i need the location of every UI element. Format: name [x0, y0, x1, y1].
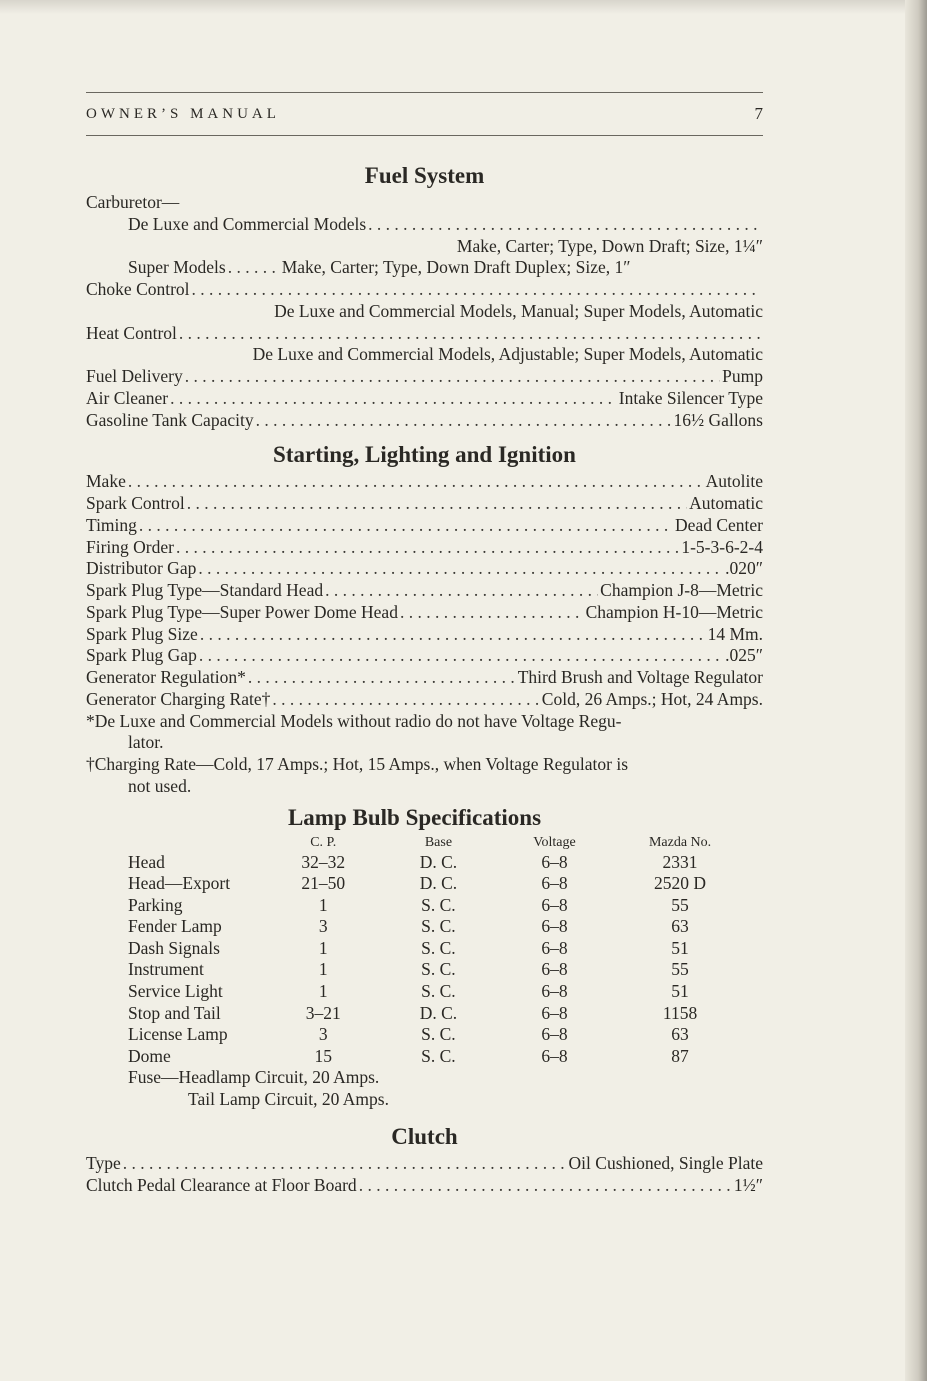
spec-label: Distributor Gap — [86, 558, 197, 579]
page-edge — [905, 0, 927, 1381]
note-voltage-regulator-cont: lator. — [128, 732, 164, 753]
lamp-voltage: 6–8 — [541, 959, 568, 980]
spec-value: Cold, 26 Amps.; Hot, 24 Amps. — [541, 688, 763, 709]
lamp-mazda-no: 63 — [671, 916, 689, 937]
lamp-base: D. C. — [419, 851, 458, 872]
spec-value: .025″ — [725, 645, 763, 666]
spec-row — [86, 689, 763, 711]
lamp-name: Stop and Tail — [128, 1002, 221, 1023]
lamp-base: S. C. — [421, 1045, 456, 1066]
table-row — [128, 938, 763, 960]
ignition-spec-list — [86, 471, 763, 710]
lamp-name: Dome — [128, 1045, 171, 1066]
spec-label: Spark Control — [86, 493, 185, 513]
lamp-cp: 32–32 — [301, 851, 346, 872]
heat-control-label: Heat Control — [86, 322, 177, 343]
deluxe-commercial-row — [86, 214, 763, 236]
spec-label: Make — [86, 471, 126, 492]
table-row — [128, 916, 763, 938]
lamp-base: D. C. — [419, 1002, 458, 1023]
note-charging-rate-cont: not used. — [128, 775, 192, 796]
clutch-spec-list — [86, 1153, 763, 1197]
lamp-base: D. C. — [419, 873, 458, 894]
lamp-cp: 1 — [318, 894, 328, 915]
choke-control-row — [86, 279, 763, 301]
table-row — [128, 895, 763, 917]
spec-value: 1½″ — [733, 1174, 763, 1195]
lamp-voltage: 6–8 — [541, 937, 568, 958]
spec-row — [86, 493, 763, 515]
column-header: Base — [424, 834, 453, 850]
lamp-base: S. C. — [421, 959, 456, 980]
leader-dots — [325, 580, 598, 602]
header-rule-bottom — [86, 135, 763, 136]
column-header: Voltage — [533, 834, 576, 850]
leader-dots — [248, 667, 516, 689]
tank-capacity-value: 16½ Gallons — [673, 409, 763, 430]
lamp-name: Dash Signals — [128, 937, 220, 958]
leader-dots — [176, 537, 679, 559]
leader-dots — [192, 279, 761, 301]
fuel-delivery-value: Pump — [722, 366, 763, 386]
lamp-voltage: 6–8 — [541, 1045, 568, 1066]
leader-dots — [128, 471, 704, 493]
air-cleaner-value: Intake Silencer Type — [618, 387, 763, 408]
lamp-name: Fender Lamp — [128, 916, 222, 937]
leader-dots — [139, 515, 673, 537]
tank-capacity-row — [86, 410, 763, 432]
spec-label: Spark Plug Type—Super Power Dome Head — [86, 601, 398, 622]
leader-dots — [400, 602, 584, 624]
page-number: 7 — [754, 104, 763, 123]
running-head — [86, 93, 763, 135]
lamp-table-header — [128, 834, 763, 852]
column-header: Mazda No. — [648, 834, 712, 850]
spec-row — [86, 1175, 763, 1197]
leader-dots — [228, 257, 280, 279]
spec-value: Automatic — [689, 493, 763, 513]
lamp-base: S. C. — [421, 894, 456, 915]
tank-capacity-label: Gasoline Tank Capacity — [86, 409, 254, 430]
air-cleaner-label: Air Cleaner — [86, 387, 169, 408]
spec-label: Spark Plug Type—Standard Head — [86, 580, 324, 600]
note-voltage-regulator: *De Luxe and Commercial Models without radio do not have Voltage Regu- — [86, 710, 622, 731]
heat-control-value: De Luxe and Commercial Models, Adjustable; Super Models, Automatic — [252, 344, 763, 365]
choke-control-label: Choke Control — [86, 279, 190, 299]
lamp-cp: 1 — [318, 937, 328, 958]
lamp-cp: 1 — [318, 959, 328, 980]
heat-control-row — [86, 323, 763, 345]
spec-value: Champion H-10—Metric — [585, 601, 763, 622]
fuel-system-section — [86, 160, 763, 431]
spec-label: Type — [86, 1152, 121, 1173]
leader-dots — [179, 323, 761, 345]
spec-value: Autolite — [705, 471, 763, 492]
spec-value: Champion J-8—Metric — [600, 580, 763, 600]
lamp-cp: 15 — [314, 1045, 332, 1066]
lamp-voltage: 6–8 — [541, 981, 568, 1002]
lamp-mazda-no: 63 — [671, 1024, 689, 1045]
manual-page — [86, 92, 763, 1196]
spec-value: Oil Cushioned, Single Plate — [568, 1152, 763, 1173]
spec-label: Timing — [86, 514, 137, 535]
fuel-system-heading: Fuel System — [364, 163, 485, 188]
lamp-section — [86, 802, 763, 1111]
spec-row — [86, 667, 763, 689]
fuel-delivery-row — [86, 366, 763, 388]
lamp-mazda-no: 2331 — [662, 851, 698, 872]
lamp-table — [128, 834, 763, 1068]
table-row — [128, 1024, 763, 1046]
lamp-cp: 3 — [318, 1024, 328, 1045]
super-models-label: Super Models — [128, 257, 226, 278]
clutch-section — [86, 1121, 763, 1197]
choke-control-value: De Luxe and Commercial Models, Manual; Super Models, Automatic — [274, 300, 763, 321]
air-cleaner-row — [86, 388, 763, 410]
spec-value: 1-5-3-6-2-4 — [681, 536, 763, 557]
table-row — [128, 1003, 763, 1025]
spec-row — [86, 537, 763, 559]
spec-label: Generator Charging Rate† — [86, 688, 271, 709]
spec-label: Spark Plug Gap — [86, 645, 197, 666]
leader-dots — [187, 493, 687, 515]
lamp-voltage: 6–8 — [541, 851, 568, 872]
leader-dots — [272, 689, 539, 711]
lamp-name: Parking — [128, 894, 183, 915]
spec-value: Dead Center — [675, 514, 763, 535]
leader-dots — [123, 1153, 567, 1175]
spec-row — [86, 602, 763, 624]
lamp-cp: 1 — [318, 981, 328, 1002]
lamp-mazda-no: 51 — [671, 937, 689, 958]
spec-label: Clutch Pedal Clearance at Floor Board — [86, 1174, 357, 1195]
super-models-row — [86, 257, 763, 279]
super-models-value: Make, Carter; Type, Down Draft Duplex; Size, 1″ — [281, 257, 631, 278]
lamp-base: S. C. — [421, 916, 456, 937]
lamp-mazda-no: 2520 D — [654, 873, 707, 894]
table-row — [128, 981, 763, 1003]
lamp-base: S. C. — [421, 981, 456, 1002]
column-header: C. P. — [310, 834, 337, 850]
lamp-name: Instrument — [128, 959, 204, 980]
lamp-voltage: 6–8 — [541, 894, 568, 915]
lamp-cp: 21–50 — [301, 873, 346, 894]
leader-dots — [256, 410, 672, 432]
spec-label: Generator Regulation* — [86, 667, 246, 687]
lamp-voltage: 6–8 — [541, 1002, 568, 1023]
table-row — [128, 959, 763, 981]
spec-row — [86, 624, 763, 646]
lamp-base: S. C. — [421, 937, 456, 958]
leader-dots — [359, 1175, 732, 1197]
spec-row — [86, 645, 763, 667]
lamp-voltage: 6–8 — [541, 916, 568, 937]
note-charging-rate: †Charging Rate—Cold, 17 Amps.; Hot, 15 Amps., when Voltage Regulator is — [86, 754, 629, 774]
leader-dots — [199, 645, 723, 667]
spec-row — [86, 558, 763, 580]
fuel-delivery-label: Fuel Delivery — [86, 366, 183, 386]
spec-row — [86, 1153, 763, 1175]
lamp-voltage: 6–8 — [541, 873, 568, 894]
leader-dots — [200, 624, 706, 646]
fuse-tail-lamp: Tail Lamp Circuit, 20 Amps. — [188, 1089, 389, 1110]
lamp-name: Head—Export — [128, 873, 231, 894]
page-top-shadow — [0, 0, 927, 14]
spec-row — [86, 471, 763, 493]
table-row — [128, 873, 763, 895]
spec-value: 14 Mm. — [707, 623, 763, 644]
carburetor-label: Carburetor— — [86, 192, 180, 212]
leader-dots — [185, 366, 720, 388]
lamp-name: Head — [128, 851, 165, 872]
lamp-base: S. C. — [421, 1024, 456, 1045]
lamp-name: License Lamp — [128, 1024, 228, 1045]
lamp-mazda-no: 1158 — [662, 1002, 698, 1023]
spec-row — [86, 580, 763, 602]
lamp-voltage: 6–8 — [541, 1024, 568, 1045]
ignition-heading: Starting, Lighting and Ignition — [273, 442, 576, 468]
table-row — [128, 852, 763, 874]
table-row — [128, 1046, 763, 1068]
lamp-mazda-no: 55 — [671, 959, 689, 980]
lamp-mazda-no: 87 — [671, 1045, 689, 1066]
clutch-heading: Clutch — [391, 1123, 458, 1149]
deluxe-commercial-value: Make, Carter; Type, Down Draft; Size, 1¼″ — [456, 235, 763, 256]
fuse-headlamp: Fuse—Headlamp Circuit, 20 Amps. — [128, 1067, 380, 1088]
ignition-section — [86, 439, 763, 797]
spec-row — [86, 515, 763, 537]
running-head-title: OWNER’S MANUAL — [86, 105, 280, 122]
lamp-cp: 3 — [318, 916, 328, 937]
lamp-name: Service Light — [128, 981, 223, 1002]
spec-label: Spark Plug Size — [86, 623, 198, 644]
lamp-mazda-no: 55 — [671, 894, 689, 915]
column-header — [128, 834, 281, 852]
leader-dots — [170, 388, 617, 410]
deluxe-commercial-label: De Luxe and Commercial Models — [128, 213, 367, 234]
spec-value: Third Brush and Voltage Regulator — [517, 667, 763, 687]
lamp-cp: 3–21 — [305, 1002, 341, 1023]
spec-value: .020″ — [725, 558, 763, 579]
leader-dots — [198, 558, 723, 580]
lamp-heading: Lamp Bulb Specifications — [287, 804, 542, 830]
spec-label: Firing Order — [86, 536, 174, 557]
lamp-mazda-no: 51 — [671, 981, 689, 1002]
leader-dots — [368, 214, 761, 236]
